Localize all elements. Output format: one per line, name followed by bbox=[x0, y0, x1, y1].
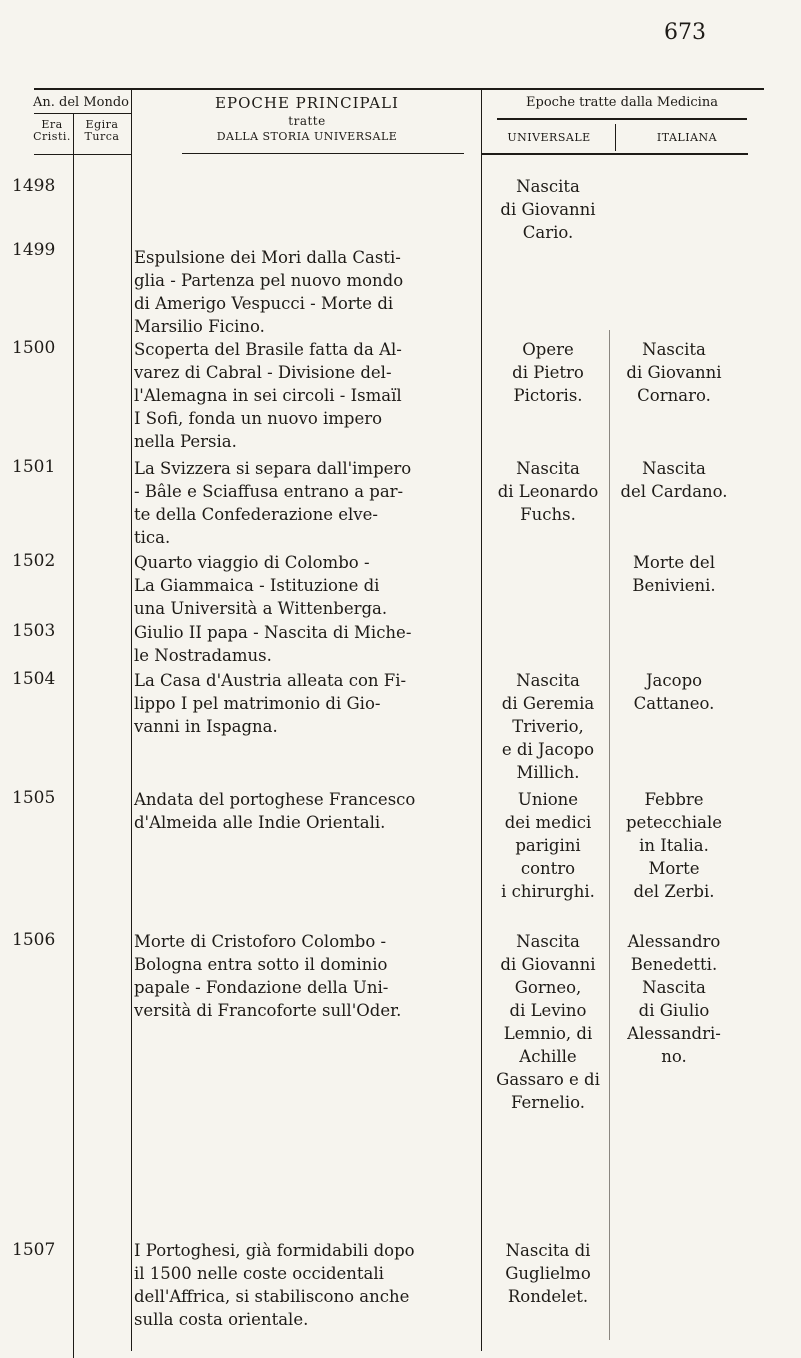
col-line-universale-italiana bbox=[615, 124, 616, 151]
year-1498: 1498 bbox=[12, 176, 56, 196]
universale-1507: Nascita di Guglielmo Rondelet. bbox=[505, 1241, 591, 1306]
header-bottom-rule-mid bbox=[182, 153, 464, 154]
top-rule bbox=[34, 88, 764, 90]
header-anni-del-mondo: An. del Mondo bbox=[33, 95, 129, 110]
header-dalla-storia: DALLA STORIA UNIVERSALE bbox=[216, 130, 398, 143]
header-italiana: ITALIANA bbox=[656, 131, 718, 144]
italiana-1506: Alessandro Benedetti. Nascita di Giulio Alessandri- no. bbox=[627, 932, 721, 1066]
anni-subrule bbox=[34, 113, 131, 114]
event-1506: Morte di Cristoforo Colombo - Bologna entra sotto il dominio papale - Fondazione della Uni- versità di Francoforte sull'Oder. bbox=[134, 932, 402, 1020]
year-1504: 1504 bbox=[12, 669, 56, 689]
medicina-subrule bbox=[497, 118, 747, 120]
universale-1504: Nascita di Geremia Triverio, e di Jacopo Millich. bbox=[501, 671, 595, 782]
universale-1500: Opere di Pietro Pictoris. bbox=[512, 340, 584, 405]
year-1506: 1506 bbox=[12, 930, 56, 950]
universale-1506: Nascita di Giovanni Gorneo, di Levino Lemnio, di Achille Gassaro e di Fernelio. bbox=[496, 932, 600, 1112]
year-1501: 1501 bbox=[12, 457, 56, 477]
header-era-cristi: Era Cristi. bbox=[33, 118, 71, 144]
col-line-era-egira bbox=[73, 113, 74, 1358]
event-1504: La Casa d'Austria alleata con Fi- lippo I pel matrimonio di Gio- vanni in Ispagna. bbox=[134, 671, 407, 736]
event-1501: La Svizzera si separa dall'impero - Bâle e Sciaffusa entrano a par- te della Confederazione elve- tica. bbox=[134, 459, 412, 547]
italiana-1504: Jacopo Cattaneo. bbox=[633, 671, 715, 713]
col-line-egira-epoche bbox=[131, 90, 132, 1351]
header-egira-turca: Egira Turca bbox=[84, 118, 120, 144]
italiana-1501: Nascita del Cardano. bbox=[620, 459, 728, 501]
event-1499: Espulsione dei Mori dalla Casti- glia - Partenza pel nuovo mondo di Amerigo Vespucci - Morte di Marsilio Ficino. bbox=[134, 248, 404, 336]
event-1505: Andata del portoghese Francesco d'Almeida alle Indie Orientali. bbox=[134, 790, 416, 832]
year-1499: 1499 bbox=[12, 240, 56, 260]
year-1503: 1503 bbox=[12, 621, 56, 641]
event-1502: Quarto viaggio di Colombo - La Giammaica - Istituzione di una Università a Wittenberga. bbox=[134, 553, 388, 618]
header-tratte: tratte bbox=[288, 114, 326, 128]
italiana-1502: Morte del Benivieni. bbox=[632, 553, 716, 595]
event-1507: I Portoghesi, già formidabili dopo il 1500 nelle coste occidentali dell'Affrica, si stabiliscono anche sulla costa orientale. bbox=[134, 1241, 415, 1329]
header-epoche-title: EPOCHE PRINCIPALI bbox=[215, 94, 399, 112]
year-1505: 1505 bbox=[12, 788, 56, 808]
italiana-1500: Nascita di Giovanni Cornaro. bbox=[626, 340, 722, 405]
italiana-1505: Febbre petecchiale in Italia. Morte del Zerbi. bbox=[626, 790, 722, 901]
event-1500: Scoperta del Brasile fatta da Al- varez di Cabral - Divisione del- l'Alemagna in sei circoli - Ismaïl I Sofi, fonda un nuovo impero nella Persia. bbox=[134, 340, 402, 451]
header-bottom-rule-right bbox=[482, 153, 748, 155]
year-1500: 1500 bbox=[12, 338, 56, 358]
header-medicina-title: Epoche tratte dalla Medicina bbox=[526, 95, 718, 110]
year-1502: 1502 bbox=[12, 551, 56, 571]
universale-1498: Nascita di Giovanni Cario. bbox=[500, 177, 596, 242]
event-1503: Giulio II papa - Nascita di Miche- le Nostradamus. bbox=[134, 623, 412, 665]
universale-1501: Nascita di Leonardo Fuchs. bbox=[497, 459, 599, 524]
header-universale: UNIVERSALE bbox=[507, 131, 591, 144]
year-1507: 1507 bbox=[12, 1240, 56, 1260]
universale-1505: Unione dei medici parigini contro i chirurghi. bbox=[501, 790, 595, 901]
page-number: 673 bbox=[664, 20, 706, 45]
header-bottom-rule-left bbox=[34, 154, 131, 155]
